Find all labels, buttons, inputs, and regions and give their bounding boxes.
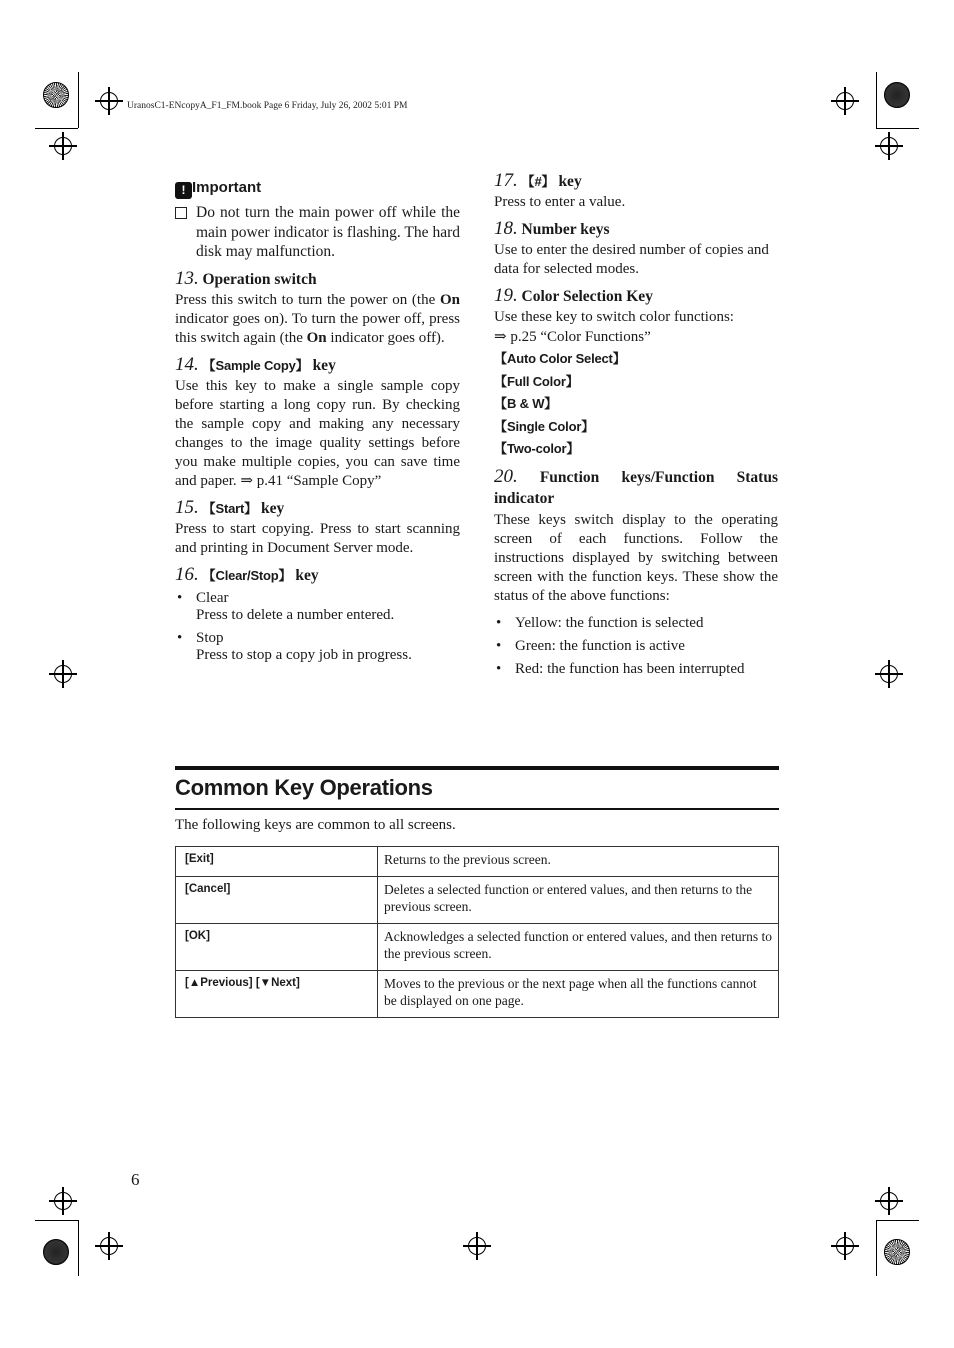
important-icon: ! xyxy=(175,182,192,199)
registration-wheel-bottom-right xyxy=(884,1239,910,1265)
item-19-reference: ⇒ p.25 “Color Functions” xyxy=(494,329,651,345)
item-19-title: Color Selection Key xyxy=(521,288,653,305)
crop-line xyxy=(78,1220,79,1276)
item-15-text: Press to start copying. Press to start scanning and printing in Document Server mode. xyxy=(175,520,460,556)
color-key-list xyxy=(494,348,778,461)
list-item: • Stop Press to stop a copy job in progress. xyxy=(175,630,460,665)
crosshair-mark xyxy=(836,92,854,110)
crosshair-mark xyxy=(100,1237,118,1255)
crosshair-mark xyxy=(54,665,72,683)
right-column xyxy=(494,170,778,681)
registration-wheel-bottom-left xyxy=(43,1239,69,1265)
crop-line xyxy=(876,128,919,129)
important-text: Do not turn the main power off while the main power indicator is flashing. The hard disk may malfunction. xyxy=(196,204,460,260)
checkbox-icon xyxy=(175,207,187,219)
clear-stop-list xyxy=(175,590,460,665)
crop-line xyxy=(876,72,877,128)
file-info-header: UranosC1-ENcopyA_F1_FM.book Page 6 Friday, July 26, 2002 5:01 PM xyxy=(127,101,408,111)
item-13-text: Press this switch to turn the power on (the On indicator goes on). To turn the power off, press this switch again (the On indicator goes off). xyxy=(175,291,460,346)
crosshair-mark xyxy=(100,92,118,110)
list-item: 【Full Color】 xyxy=(494,373,579,390)
description-cell: Returns to the previous screen. xyxy=(378,847,779,877)
clear-stop-key-label: Clear/Stop xyxy=(215,567,279,583)
list-item: • Green: the function is active xyxy=(494,635,778,658)
crosshair-mark xyxy=(836,1237,854,1255)
triangle-down-icon: ▼ xyxy=(259,976,272,989)
description-cell: Moves to the previous or the next page when all the functions cannot be displayed on one page. xyxy=(378,970,779,1017)
crosshair-mark xyxy=(468,1237,486,1255)
section-title: Common Key Operations xyxy=(175,775,433,800)
crop-line xyxy=(876,1220,919,1221)
table-row xyxy=(176,847,779,877)
list-item: • Yellow: the function is selected xyxy=(494,612,778,635)
crosshair-mark xyxy=(54,1192,72,1210)
page-number: 6 xyxy=(131,1170,140,1189)
key-cell: [Cancel] xyxy=(176,876,378,923)
key-cell: [OK] xyxy=(176,923,378,970)
item-20-text: These keys switch display to the operating screen of each functions. Follow the instructions displayed by switching between screen with the function keys. These show the status of the above functions: xyxy=(494,511,778,604)
left-column xyxy=(175,178,460,665)
crosshair-mark xyxy=(54,137,72,155)
hash-key-label: # xyxy=(534,174,542,189)
crop-line xyxy=(78,72,79,128)
list-item: 【Two-color】 xyxy=(494,441,580,457)
common-keys-table xyxy=(175,846,779,1018)
section-intro: The following keys are common to all screens. xyxy=(175,817,456,833)
important-title: Important xyxy=(192,179,262,196)
important-heading xyxy=(175,178,460,199)
item-16: 16. 【Clear/Stop】 key • Clear Press to delete a number entered. • Stop Press to stop a copy job in progress. xyxy=(175,564,460,665)
list-item: • Red: the function has been interrupted xyxy=(494,658,778,681)
item-18-text: Use to enter the desired number of copies and data for selected modes. xyxy=(494,242,769,277)
crop-line xyxy=(35,1220,78,1221)
section-rule-bottom xyxy=(175,808,779,810)
key-cell: [▲Previous] [▼Next] xyxy=(176,970,378,1017)
table-row xyxy=(176,876,779,923)
item-17: 17. 【#】 key Press to enter a value. xyxy=(494,170,778,212)
triangle-up-icon: ▲ xyxy=(188,976,201,989)
description-cell: Acknowledges a selected function or entered values, and then returns to the previous screen. xyxy=(378,923,779,970)
item-19-text: Use these key to switch color functions: xyxy=(494,309,734,325)
item-14-text: Use this key to make a single sample copy before starting a long copy run. By checking the sample copy and making any necessary changes to the image quality settings before you make multiple copies, you can save time and paper. ⇒ p.41 “Sample Copy” xyxy=(175,377,460,489)
item-13-title: Operation switch xyxy=(202,270,317,288)
registration-wheel-top-left xyxy=(43,82,69,108)
list-item: 【Single Color】 xyxy=(494,418,595,435)
item-13: 13. Operation switch Press this switch to turn the power on (the On indicator goes on). To turn the power off, press this switch again (the On indicator goes off). xyxy=(175,267,460,346)
list-item: • Clear Press to delete a number entered. xyxy=(175,590,460,625)
start-key-label: Start xyxy=(215,500,245,516)
item-18-title: Number keys xyxy=(521,221,610,238)
table-row xyxy=(176,970,779,1017)
crosshair-mark xyxy=(880,665,898,683)
crop-line xyxy=(876,1220,877,1276)
item-18: 18. Number keys Use to enter the desired number of copies and data for selected modes. xyxy=(494,218,778,279)
description-cell: Deletes a selected function or entered values, and then returns to the previous screen. xyxy=(378,876,779,923)
crosshair-mark xyxy=(880,1192,898,1210)
section-rule-top xyxy=(175,766,779,770)
list-item: 【Auto Color Select】 xyxy=(494,351,626,367)
registration-wheel-top-right xyxy=(884,82,910,108)
crosshair-mark xyxy=(880,137,898,155)
key-cell: [Exit] xyxy=(176,847,378,877)
status-list xyxy=(494,612,778,681)
item-15: 15. 【Start】 key Press to start copying. Press to start scanning and printing in Document Server mode. xyxy=(175,496,460,556)
important-note xyxy=(175,203,460,262)
item-14: 14. 【Sample Copy】 key Use this key to make a single sample copy before starting a long copy run. By checking the sample copy and making any necessary changes to the image quality settings before you make multiple copies, you can save time and paper. ⇒ p.41 “Sample Copy” xyxy=(175,353,460,489)
list-item: 【B & W】 xyxy=(494,396,558,412)
table-row xyxy=(176,923,779,970)
item-20: 20. Function keys/Function Status indicator These keys switch display to the operating screen of each functions. Follow the instructions displayed by switching between screen with the function keys. These show the status of the above functions: • Yellow: the function is selected • Green: the function is active • Red: the function has been interrupted xyxy=(494,466,778,681)
crop-line xyxy=(35,128,78,129)
sample-copy-key-label: Sample Copy xyxy=(215,357,296,373)
item-19: 19. Color Selection Key Use these key to switch color functions: ⇒ p.25 “Color Functions” 【Auto Color Select】 【Full Color】 【B & W】 【Single Color】 【Two-color】 xyxy=(494,285,778,461)
item-17-text: Press to enter a value. xyxy=(494,194,626,210)
